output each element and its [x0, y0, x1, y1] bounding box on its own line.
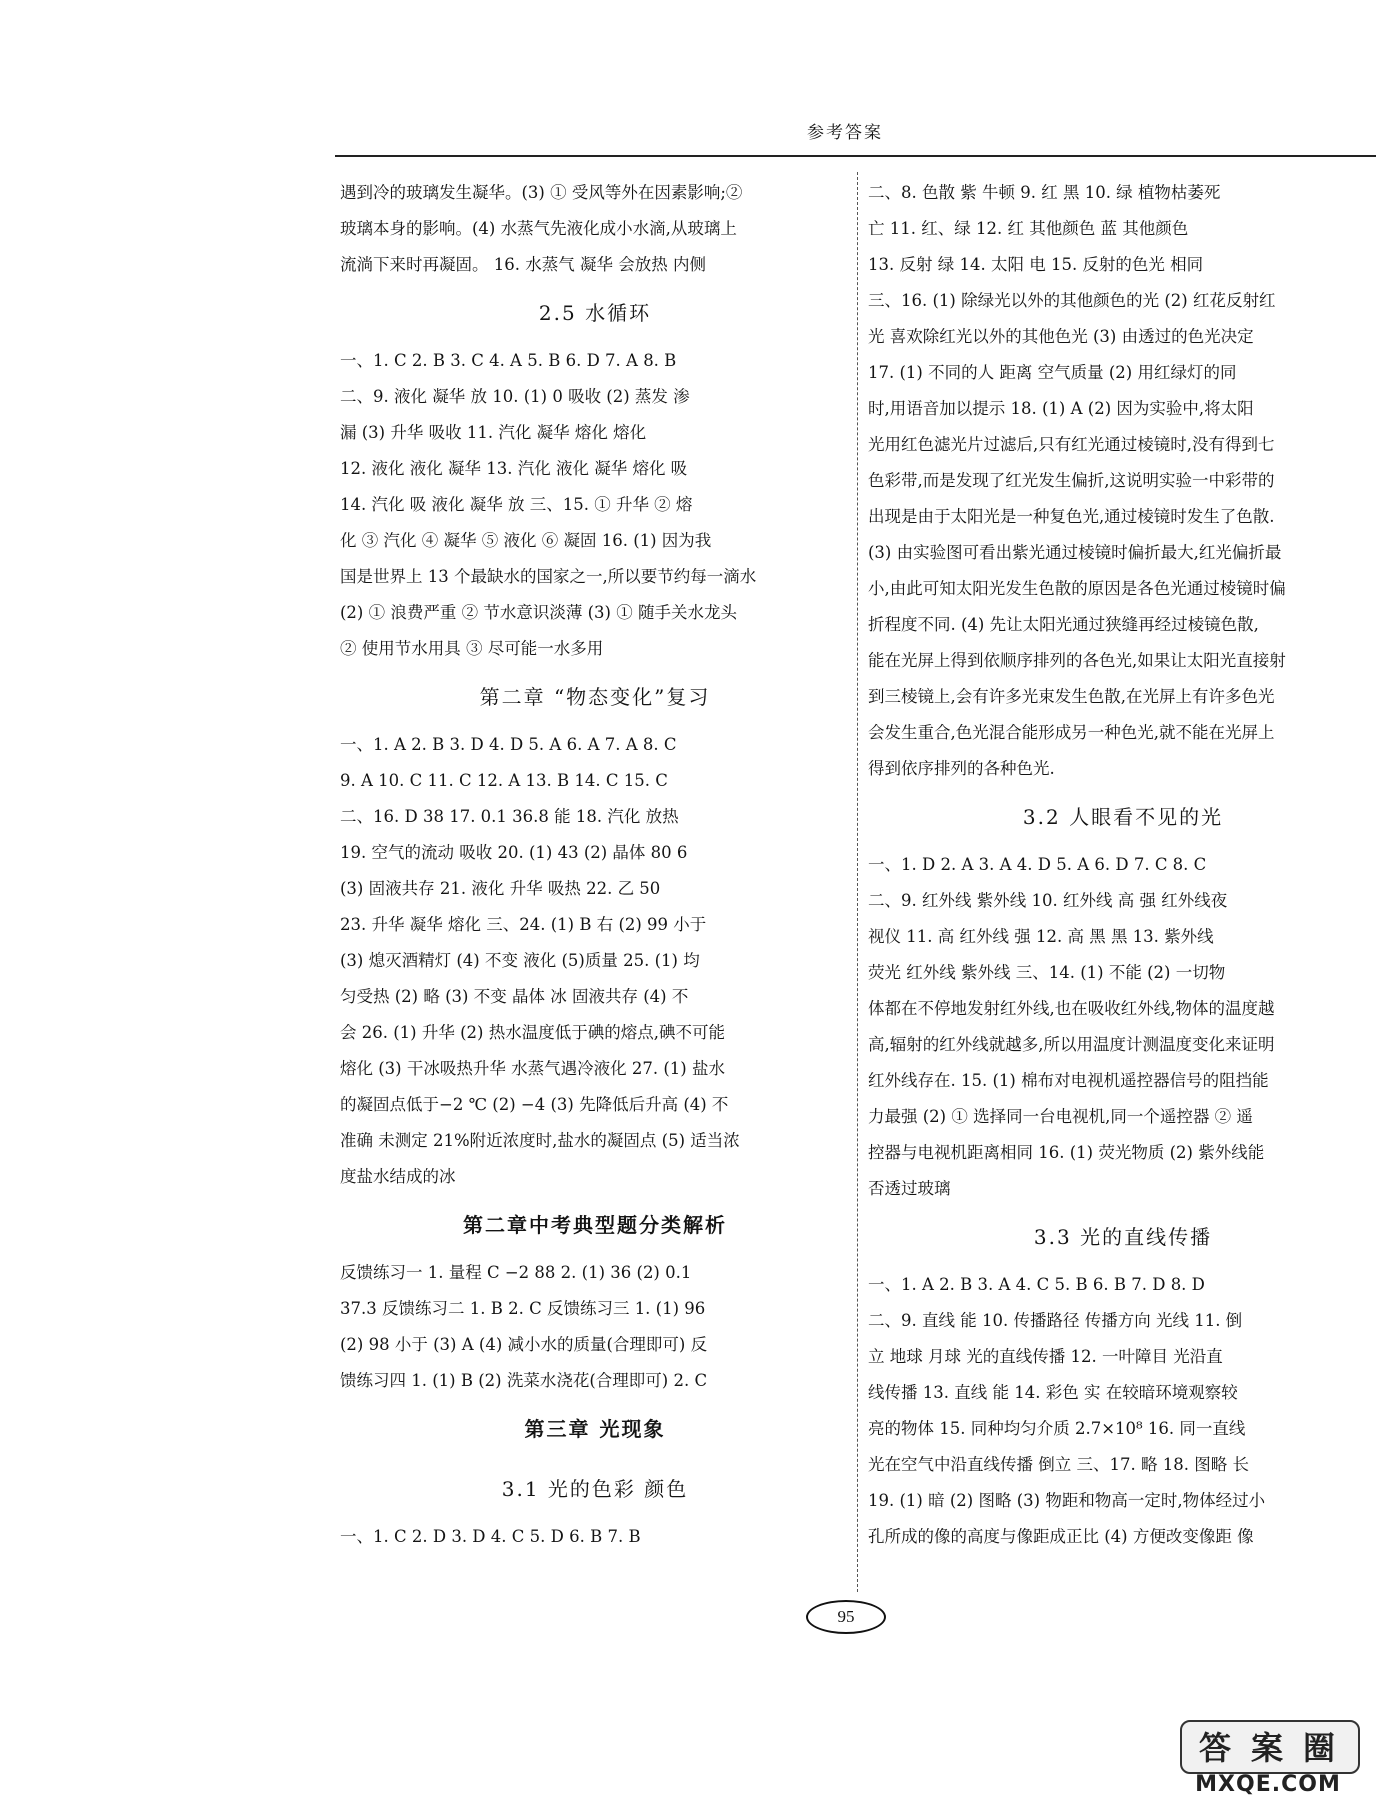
answer-line: 的凝固点低于−2 ℃ (2) −4 (3) 先降低后升高 (4) 不 [340, 1095, 729, 1114]
section-heading: 2.5 水循环 [538, 301, 652, 325]
answer-line: 一、1. C 2. D 3. D 4. C 5. D 6. B 7. B [340, 1527, 641, 1546]
answer-line: 化 ③ 汽化 ④ 凝华 ⑤ 液化 ⑥ 凝固 16. (1) 因为我 [340, 531, 712, 550]
answer-line: 到三棱镜上,会有许多光束发生色散,在光屏上有许多色光 [868, 687, 1275, 706]
answer-line: 立 地球 月球 光的直线传播 12. 一叶障目 光沿直 [868, 1347, 1223, 1366]
section-heading: 第二章中考典型题分类解析 [463, 1213, 727, 1237]
answer-line: 会 26. (1) 升华 (2) 热水温度低于碘的熔点,碘不可能 [340, 1023, 725, 1042]
answer-line: 小,由此可知太阳光发生色散的原因是各色光通过棱镜时偏 [868, 579, 1286, 598]
answer-line: 流淌下来时再凝固。 16. 水蒸气 凝华 会放热 内侧 [340, 255, 706, 274]
answer-line: 19. 空气的流动 吸收 20. (1) 43 (2) 晶体 80 6 [340, 843, 688, 862]
answer-line: (3) 固液共存 21. 液化 升华 吸热 22. 乙 50 [340, 879, 661, 898]
answer-line: 馈练习四 1. (1) B (2) 洗菜水浇花(合理即可) 2. C [340, 1371, 708, 1390]
answer-line: 否透过玻璃 [868, 1179, 951, 1198]
answer-line: 高,辐射的红外线就越多,所以用温度计测温度变化来证明 [868, 1035, 1275, 1054]
right-column [868, 175, 1376, 1555]
answer-line: 遇到冷的玻璃发生凝华。(3) ① 受风等外在因素影响;② [340, 183, 743, 202]
answer-line: 光在空气中沿直线传播 倒立 三、17. 略 18. 图略 长 [868, 1455, 1249, 1474]
answer-line: 孔所成的像的高度与像距成正比 (4) 方便改变像距 像 [868, 1527, 1254, 1546]
answer-line: 时,用语音加以提示 18. (1) A (2) 因为实验中,将太阳 [868, 399, 1254, 418]
answer-line: 得到依序排列的各种色光. [868, 759, 1055, 778]
answer-line: 线传播 13. 直线 能 14. 彩色 实 在较暗环境观察较 [868, 1383, 1238, 1402]
section-heading: 3.2 人眼看不见的光 [1022, 805, 1224, 829]
answer-line: 一、1. A 2. B 3. D 4. D 5. A 6. A 7. A 8. C [340, 735, 677, 754]
watermark-glyph: 答 [1198, 1729, 1231, 1767]
watermark-url: MXQE.COM [1195, 1772, 1341, 1797]
answer-line: 12. 液化 液化 凝华 13. 汽化 液化 凝华 熔化 吸 [340, 459, 688, 478]
answer-line: (2) 98 小于 (3) A (4) 减小水的质量(合理即可) 反 [340, 1335, 708, 1354]
column-divider [857, 172, 858, 1592]
answer-line: 9. A 10. C 11. C 12. A 13. B 14. C 15. C [340, 771, 668, 790]
answer-line: 19. (1) 暗 (2) 图略 (3) 物距和物高一定时,物体经过小 [868, 1491, 1266, 1510]
answer-line: 力最强 (2) ① 选择同一台电视机,同一个遥控器 ② 遥 [868, 1107, 1253, 1126]
answer-line: 会发生重合,色光混合能形成另一种色光,就不能在光屏上 [868, 723, 1275, 742]
page-number: 95 [806, 1600, 886, 1634]
answer-line: (3) 由实验图可看出紫光通过棱镜时偏折最大,红光偏折最 [868, 543, 1282, 562]
answer-line: 一、1. C 2. B 3. C 4. A 5. B 6. D 7. A 8. B [340, 351, 677, 370]
answer-line: 14. 汽化 吸 液化 凝华 放 三、15. ① 升华 ② 熔 [340, 495, 693, 514]
answer-line: 光用红色滤光片过滤后,只有红光通过棱镜时,没有得到七 [868, 435, 1275, 454]
answer-line: 二、9. 红外线 紫外线 10. 红外线 高 强 红外线夜 [868, 891, 1228, 910]
left-column [340, 175, 850, 1555]
answer-line: 熔化 (3) 干冰吸热升华 水蒸气遇冷液化 27. (1) 盐水 [340, 1059, 725, 1078]
answer-line: 视仪 11. 高 红外线 强 12. 高 黑 黑 13. 紫外线 [868, 927, 1214, 946]
answer-line: 体都在不停地发射红外线,也在吸收红外线,物体的温度越 [868, 999, 1275, 1018]
watermark-glyph: 圈 [1302, 1729, 1335, 1767]
answer-line: 玻璃本身的影响。(4) 水蒸气先液化成小水滴,从玻璃上 [340, 219, 737, 238]
answer-line: 准确 未测定 21%附近浓度时,盐水的凝固点 (5) 适当浓 [340, 1131, 740, 1150]
watermark-glyph: 案 [1250, 1729, 1283, 1767]
answer-line: 37.3 反馈练习二 1. B 2. C 反馈练习三 1. (1) 96 [340, 1299, 706, 1318]
section-heading: 第三章 光现象 [524, 1417, 666, 1441]
answer-line: 亮的物体 15. 同种均匀介质 2.7×10⁸ 16. 同一直线 [868, 1419, 1246, 1438]
answer-line: 反馈练习一 1. 量程 C −2 88 2. (1) 36 (2) 0.1 [340, 1263, 692, 1282]
answer-line: 能在光屏上得到依顺序排列的各色光,如果让太阳光直接射 [868, 651, 1286, 670]
answer-line: 红外线存在. 15. (1) 棉布对电视机遥控器信号的阻挡能 [868, 1071, 1269, 1090]
answer-line: 二、9. 液化 凝华 放 10. (1) 0 吸收 (2) 蒸发 渗 [340, 387, 690, 406]
answer-line: 亡 11. 红、绿 12. 红 其他颜色 蓝 其他颜色 [868, 219, 1189, 238]
answer-line: 折程度不同. (4) 先让太阳光通过狭缝再经过棱镜色散, [868, 615, 1259, 634]
page-header-title: 参考答案 [807, 123, 883, 143]
answer-line: 漏 (3) 升华 吸收 11. 汽化 凝华 熔化 熔化 [340, 423, 647, 442]
section-heading: 第二章 “物态变化”复习 [479, 685, 711, 709]
section-heading: 3.1 光的色彩 颜色 [501, 1477, 689, 1501]
header-rule [335, 155, 1376, 157]
answer-line: 三、16. (1) 除绿光以外的其他颜色的光 (2) 红花反射红 [868, 291, 1276, 310]
watermark-box [1180, 1720, 1360, 1774]
answer-line: 光 喜欢除红光以外的其他色光 (3) 由透过的色光决定 [868, 327, 1254, 346]
answer-line: 一、1. D 2. A 3. A 4. D 5. A 6. D 7. C 8. C [868, 855, 1207, 874]
section-heading: 3.3 光的直线传播 [1033, 1225, 1213, 1249]
answer-line: 度盐水结成的冰 [340, 1167, 456, 1186]
answer-line: 二、8. 色散 紫 牛顿 9. 红 黑 10. 绿 植物枯萎死 [868, 183, 1221, 202]
watermark-logo [1180, 1720, 1360, 1796]
answer-line: 匀受热 (2) 略 (3) 不变 晶体 冰 固液共存 (4) 不 [340, 987, 689, 1006]
answer-line: 出现是由于太阳光是一种复色光,通过棱镜时发生了色散. [868, 507, 1275, 526]
answer-line: 荧光 红外线 紫外线 三、14. (1) 不能 (2) 一切物 [868, 963, 1226, 982]
answer-line: ② 使用节水用具 ③ 尽可能一水多用 [340, 639, 604, 658]
answer-line: (2) ① 浪费严重 ② 节水意识淡薄 (3) ① 随手关水龙头 [340, 603, 737, 622]
answer-line: 23. 升华 凝华 熔化 三、24. (1) B 右 (2) 99 小于 [340, 915, 707, 934]
answer-line: 13. 反射 绿 14. 太阳 电 15. 反射的色光 相同 [868, 255, 1204, 274]
answer-line: 国是世界上 13 个最缺水的国家之一,所以要节约每一滴水 [340, 567, 757, 586]
answer-line: 一、1. A 2. B 3. A 4. C 5. B 6. B 7. D 8. D [868, 1275, 1205, 1294]
answer-line: 控器与电视机距离相同 16. (1) 荧光物质 (2) 紫外线能 [868, 1143, 1265, 1162]
answer-line: (3) 熄灭酒精灯 (4) 不变 液化 (5)质量 25. (1) 均 [340, 951, 700, 970]
answer-line: 二、9. 直线 能 10. 传播路径 传播方向 光线 11. 倒 [868, 1311, 1243, 1330]
answer-line: 二、16. D 38 17. 0.1 36.8 能 18. 汽化 放热 [340, 807, 679, 826]
answer-line: 17. (1) 不同的人 距离 空气质量 (2) 用红绿灯的同 [868, 363, 1237, 382]
answer-line: 色彩带,而是发现了红光发生偏折,这说明实验一中彩带的 [868, 471, 1275, 490]
